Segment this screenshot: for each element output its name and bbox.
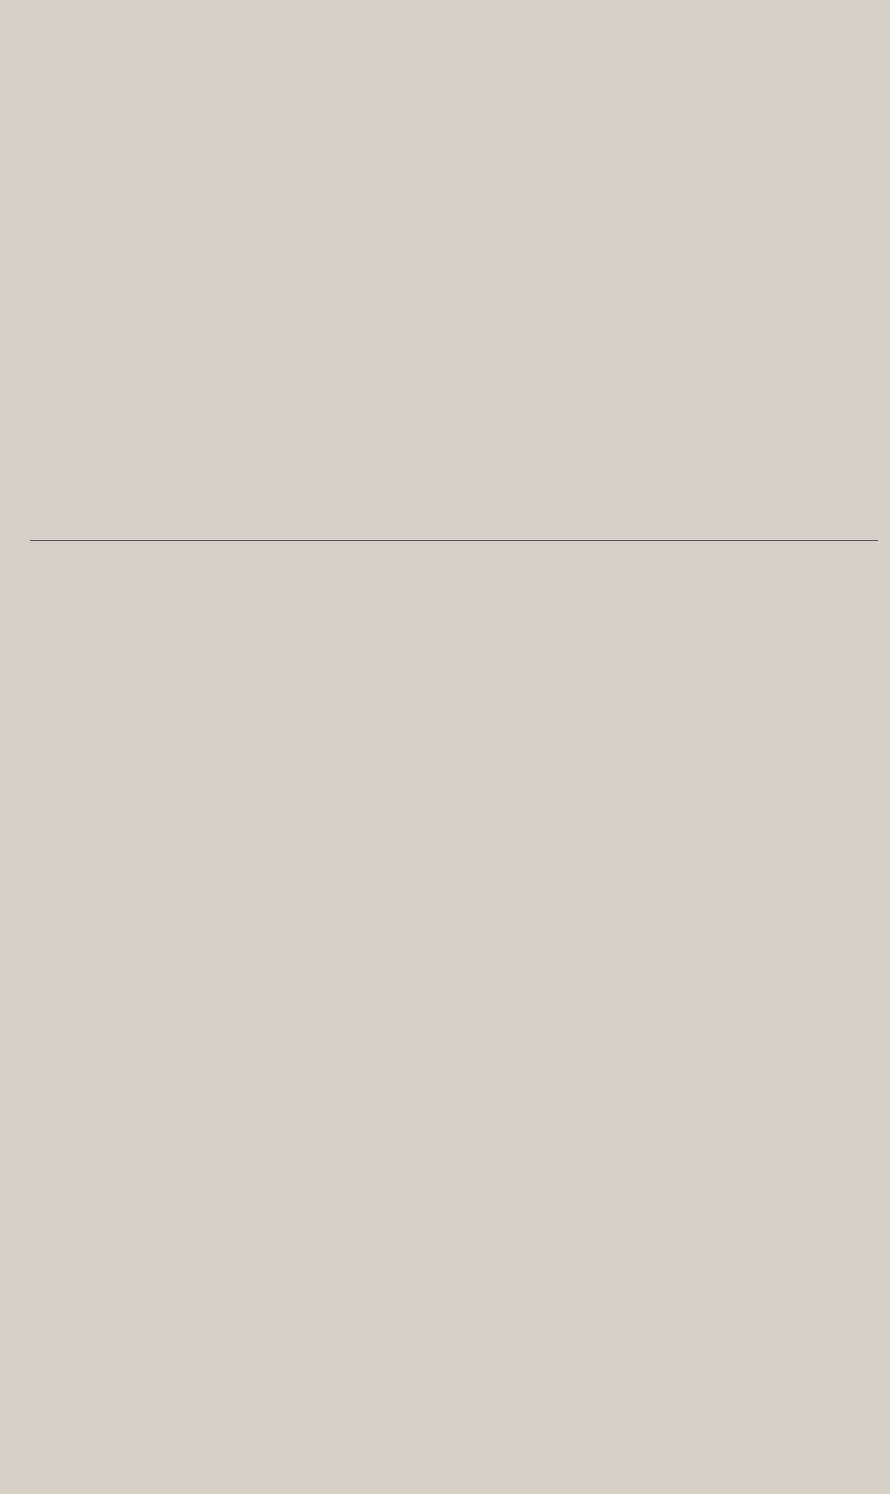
- page-header: [0, 58, 890, 88]
- totals-rule: [30, 540, 878, 541]
